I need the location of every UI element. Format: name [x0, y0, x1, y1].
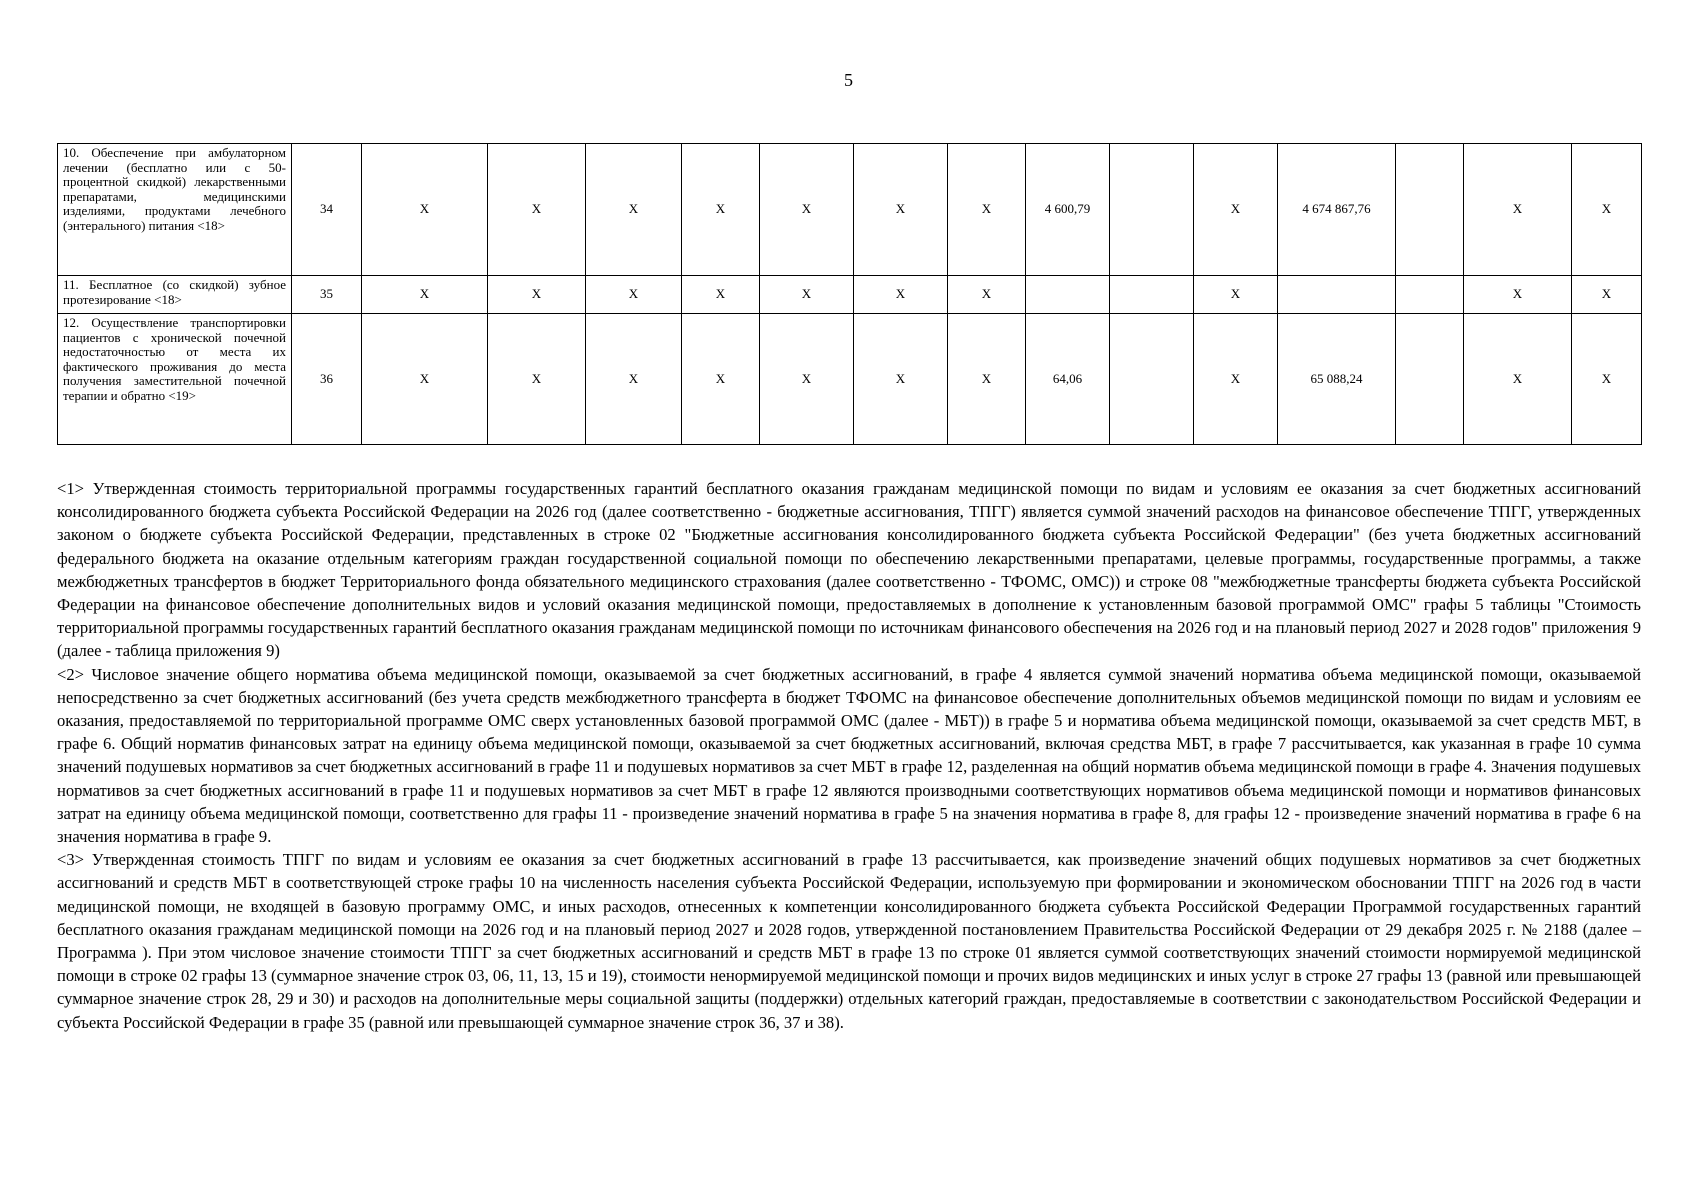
table-cell: [1396, 314, 1464, 445]
table-cell: X: [488, 314, 586, 445]
table-cell: 34: [292, 144, 362, 276]
table-cell: X: [1572, 276, 1642, 314]
row-name-cell: 11. Бесплатное (со скидкой) зубное протезирование <18>: [58, 276, 292, 314]
table-cell: X: [488, 276, 586, 314]
table-cell: X: [948, 276, 1026, 314]
table-cell: X: [760, 314, 854, 445]
table-cell: [1396, 276, 1464, 314]
data-table: [57, 143, 1642, 445]
table-cell: 36: [292, 314, 362, 445]
table-cell: X: [1572, 314, 1642, 445]
footnote-1: <1> Утвержденная стоимость территориальной программы государственных гарантий бесплатного оказания гражданам медицинской помощи по видам и условиям ее оказания за счет бюджетных ассигнований консолидированного бюджета субъекта Российской Федерации на 2026 год (далее соответственно - бюджетные ассигнования, ТПГГ) является суммой значений расходов на финансовое обеспечение ТПГГ, утвержденных законом о бюджете субъекта Российской Федерации, представленных в строке 02 "Бюджетные ассигнования консолидированного бюджета субъекта Российской Федерации" (без учета бюджетных ассигнований федерального бюджета на оказание отдельным категориям граждан государственной социальной помощи по обеспечению лекарственными препаратами, целевые программы, государственные программы, а также межбюджетных трансфертов в бюджет Территориального фонда обязательного медицинского страхования (далее соответственно - ТФОМС, ОМС)) и строке 08 "межбюджетные трансферты бюджета субъекта Российской Федерации на финансовое обеспечение дополнительных видов и условий оказания медицинской помощи, предоставляемых в дополнение к установленным базовой программой ОМС" графы 5 таблицы "Стоимость территориальной программы государственных гарантий бесплатного оказания гражданам медицинской помощи по источникам финансового обеспечения на 2026 год и на плановый период 2027 и 2028 годов" приложения 9 (далее - таблица приложения 9): [57, 479, 1641, 661]
table-cell: X: [854, 144, 948, 276]
table-cell: X: [586, 144, 682, 276]
table-cell: X: [362, 314, 488, 445]
table-cell: X: [682, 144, 760, 276]
table-cell: 4 600,79: [1026, 144, 1110, 276]
table-cell: X: [586, 276, 682, 314]
table-cell: X: [1194, 144, 1278, 276]
footnotes: [57, 477, 1641, 1034]
table-cell: X: [1572, 144, 1642, 276]
footnote-3: <3> Утвержденная стоимость ТПГГ по видам и условиям ее оказания за счет бюджетных ассигнований в графе 13 рассчитывается, как произведение значений общих подушевых нормативов за счет бюджетных ассигнований и средств МБТ в соответствующей строке графы 10 на численность населения субъекта Российской Федерации, используемую при формировании и экономическом обосновании ТПГГ на 2026 год в части медицинской помощи, не входящей в базовую программу ОМС, и иных расходов, отнесенных к компетенции консолидированного бюджета субъекта Российской Федерации Программой государственных гарантий бесплатного оказания гражданам медицинской помощи на 2026 год и на плановый период 2027 и 2028 годов, утвержденной постановлением Правительства Российской Федерации от 29 декабря 2025 г. № 2188 (далее – Программа ). При этом числовое значение стоимости ТПГГ за счет бюджетных ассигнований и средств МБТ в графе 13 по строке 01 является суммой соответствующих значений стоимости нормируемой медицинской помощи в строке 02 графы 13 (суммарное значение строк 03, 06, 11, 13, 15 и 19), стоимости ненормируемой медицинской помощи и прочих видов медицинских и иных услуг в строке 27 графы 13 (равной или превышающей суммарное значение строк 28, 29 и 30) и расходов на дополнительные меры социальной защиты (поддержки) отдельных категорий граждан, предоставляемые в соответствии с законодательством Российской Федерации и субъекта Российской Федерации в графе 35 (равной или превышающей суммарное значение строк 36, 37 и 38).: [57, 850, 1641, 1032]
table-cell: X: [362, 276, 488, 314]
table-row: [58, 314, 1642, 445]
table-cell: X: [1464, 276, 1572, 314]
table-cell: [1396, 144, 1464, 276]
table-cell: [1278, 276, 1396, 314]
table-cell: X: [1194, 276, 1278, 314]
table-cell: X: [682, 276, 760, 314]
table-cell: [1110, 144, 1194, 276]
table-cell: 4 674 867,76: [1278, 144, 1396, 276]
footnote-2: <2> Числовое значение общего норматива объема медицинской помощи, оказываемой за счет бюджетных ассигнований, в графе 4 является суммой значений норматива объема медицинской помощи, оказываемой непосредственно за счет бюджетных ассигнований (без учета средств межбюджетного трансферта в бюджет ТФОМС на финансовое обеспечение дополнительных объемов медицинской помощи по видам и условиям ее оказания, предоставляемой по территориальной программе ОМС сверх установленных базовой программой ОМС (далее - МБТ)) в графе 5 и норматива объема медицинской помощи, оказываемой за счет средств МБТ, в графе 6. Общий норматив финансовых затрат на единицу объема медицинской помощи, оказываемой за счет бюджетных ассигнований, включая средства МБТ, в графе 7 рассчитывается, как указанная в графе 10 сумма значений подушевых нормативов за счет бюджетных ассигнований в графе 11 и подушевых нормативов за счет МБТ в графе 12, разделенная на общий норматив объема медицинской помощи в графе 4. Значения подушевых нормативов за счет бюджетных ассигнований в графе 11 и подушевых нормативов за счет МБТ в графе 12 являются производными соответствующих нормативов объема медицинской помощи и нормативов финансовых затрат на единицу объема медицинской помощи, соответственно для графы 11 - произведение значений норматива в графе 5 на значения норматива в графе 8, для графы 12 - произведение значений норматива в графе 6 на значения норматива в графе 9.: [57, 664, 1641, 847]
page-number: 5: [844, 70, 853, 90]
table-cell: X: [682, 314, 760, 445]
table-cell: X: [586, 314, 682, 445]
table-cell: X: [1464, 144, 1572, 276]
table-cell: X: [948, 314, 1026, 445]
table-row: [58, 144, 1642, 276]
row-name-cell: 12. Осуществление транспортировки пациентов с хронической почечной недостаточностью от места их фактического проживания до места получения заместительной почечной терапии и обратно <19>: [58, 314, 292, 445]
table-cell: X: [760, 276, 854, 314]
table-cell: [1110, 276, 1194, 314]
table-cell: [1110, 314, 1194, 445]
table-cell: X: [1464, 314, 1572, 445]
table-cell: X: [1194, 314, 1278, 445]
table-cell: 65 088,24: [1278, 314, 1396, 445]
table-cell: X: [362, 144, 488, 276]
table-cell: 35: [292, 276, 362, 314]
table-cell: [1026, 276, 1110, 314]
table-row: [58, 276, 1642, 314]
table-cell: X: [948, 144, 1026, 276]
table-cell: X: [854, 276, 948, 314]
table-cell: X: [854, 314, 948, 445]
table-cell: X: [760, 144, 854, 276]
table-cell: X: [488, 144, 586, 276]
table-cell: 64,06: [1026, 314, 1110, 445]
row-name-cell: 10. Обеспечение при амбулаторном лечении (бесплатно или с 50-процентной скидкой) лекарственными препаратами, медицинскими изделиями, продуктами лечебного (энтерального) питания <18>: [58, 144, 292, 276]
